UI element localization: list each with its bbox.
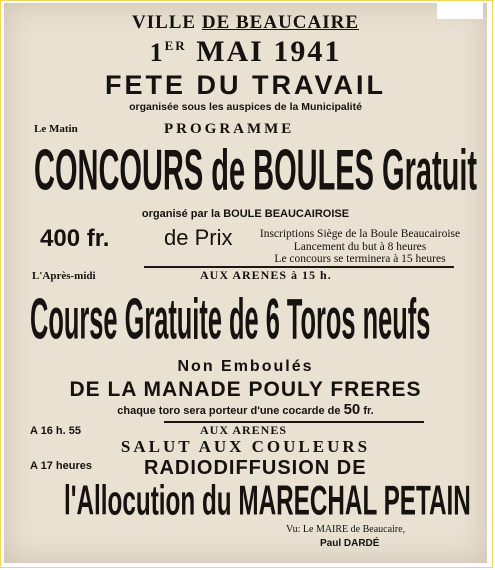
salute-time: A 16 h. 55 <box>30 425 81 437</box>
prize-amount: 400 fr. <box>40 225 110 252</box>
salute-title: SALUT AUX COULEURS <box>120 437 371 456</box>
cocarde-unit: fr. <box>363 405 374 417</box>
city-prefix: VILLE <box>131 12 197 33</box>
contest-details <box>250 228 470 266</box>
corner-patch <box>437 3 483 19</box>
city-header <box>4 13 487 32</box>
cocarde-text: chaque toro sera porteur d'une cocarde de <box>117 405 341 417</box>
course-title-wrap <box>30 286 487 351</box>
boules-title-wrap <box>34 137 487 202</box>
details-line: Lancement du but à 8 heures <box>293 240 427 253</box>
boules-title: CONCOURS de BOULES Gratuit <box>34 137 478 202</box>
poster <box>4 3 487 563</box>
programme-heading: PROGRAMME <box>164 121 295 137</box>
boules-organizer: organisé par la BOULE BEAUCAIROISE <box>141 208 350 220</box>
salute-venue: AUX ARENES <box>200 423 288 437</box>
prize-label: de Prix <box>164 225 233 250</box>
city-name: DE BEAUCAIRE <box>201 12 360 33</box>
cocarde-amount: 50 <box>343 401 361 418</box>
date-day: 1 <box>149 38 165 67</box>
event-title: FETE DU TRAVAIL <box>105 70 386 100</box>
broadcast-title: RADIODIFFUSION DE <box>144 457 367 479</box>
date-month-year: MAI 1941 <box>196 35 342 68</box>
afternoon-label: L'Après-midi <box>32 270 96 282</box>
course-title: Course Gratuite de 6 Toros neufs <box>30 286 431 351</box>
details-line: Inscriptions Siège de la Boule Beaucairoise <box>259 228 461 240</box>
mayor-name: Paul DARDÉ <box>320 538 380 549</box>
date-line <box>4 37 487 67</box>
organizer-line: organisée sous les auspices de la Municipalité <box>129 101 362 113</box>
cocarde-line <box>4 402 487 417</box>
afternoon-venue: AUX ARENES à 15 h. <box>200 268 332 282</box>
broadcast-time: A 17 heures <box>30 460 92 472</box>
allocution-title: l'Allocution du MARECHAL PETAIN <box>64 477 471 525</box>
allocution-wrap <box>64 477 487 525</box>
details-line: Le concours se terminera à 15 heures <box>274 253 446 265</box>
approval-line: Vu: Le MAIRE de Beaucaire, <box>286 524 406 535</box>
manade-line: DE LA MANADE POULY FRERES <box>69 378 422 401</box>
non-emboules: Non Emboulés <box>177 358 314 375</box>
date-day-suffix: ER <box>164 38 187 53</box>
morning-label: Le Matin <box>34 123 78 135</box>
